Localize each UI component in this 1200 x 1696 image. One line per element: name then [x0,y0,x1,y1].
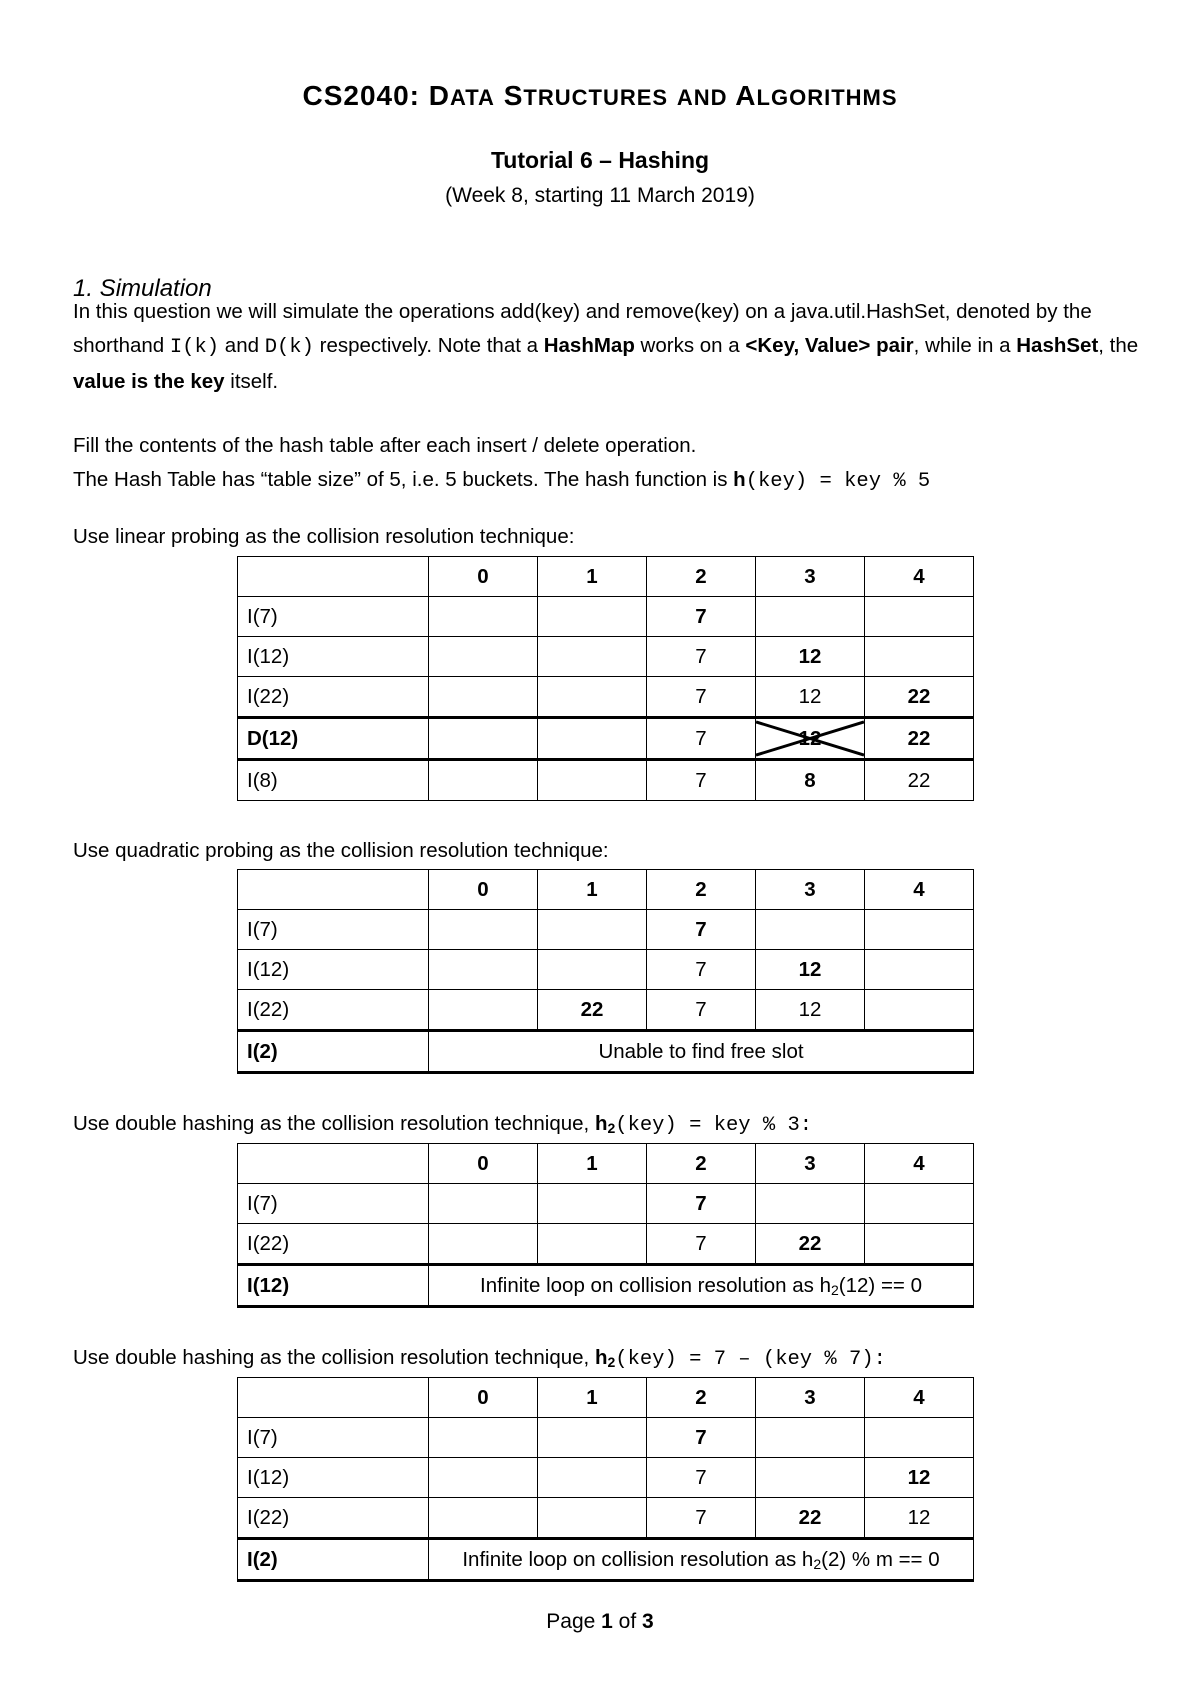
table-row: I(7) 7 [238,1184,974,1224]
result-message: Unable to find free slot [429,1031,974,1073]
double-hash-1-caption: Use double hashing as the collision resolution technique, h2(key) = key % 3: [73,1112,813,1137]
linear-caption: Use linear probing as the collision resolution technique: [73,525,575,548]
table-row: I(22) 22 7 12 [238,990,974,1031]
page-footer: Page 1 of 3 [546,1610,654,1633]
table-row: I(22) 7 22 12 [238,1498,974,1539]
intro-paragraph: In this question we will simulate the operations add(key) and remove(key) on a java.util.HashSet, denoted by the shorthand I(k) and D(k) respectively. Note that a HashMap works on a <Key, Value> pair, while in a HashSet, the value is the key itself. [73,300,1139,393]
table-row: I(12) Infinite loop on collision resolution as h2(12) == 0 [238,1265,974,1307]
quadratic-probing-table [237,869,974,1074]
table-row: I(2) Unable to find free slot [238,1031,974,1073]
result-message: Infinite loop on collision resolution as h2(12) == 0 [429,1265,974,1307]
course-code: CS2040: [302,80,429,111]
table-header-row: 0 1 2 3 4 [238,1378,974,1418]
table-row: I(12) 7 12 [238,1458,974,1498]
deleted-cell: 12 [756,718,865,760]
double-hashing-table-1 [237,1143,974,1308]
table-row: I(12) 7 12 [238,950,974,990]
result-message: Infinite loop on collision resolution as h2(2) % m == 0 [429,1539,974,1581]
tutorial-title: Tutorial 6 – Hashing [490,147,710,173]
table-row: I(22) 7 12 22 [238,677,974,718]
course-title: CS2040: DATA STRUCTURES AND ALGORITHMS [302,80,898,111]
table-row: I(7) 7 [238,597,974,637]
double-hashing-table-2 [237,1377,974,1582]
linear-probing-table [237,556,974,801]
table-row: I(7) 7 [238,1418,974,1458]
quadratic-caption: Use quadratic probing as the collision resolution technique: [73,839,609,862]
table-row: I(12) 7 12 [238,637,974,677]
table-row: I(8) 7 8 22 [238,760,974,801]
table-row: D(12) 7 12 22 [238,718,974,760]
table-row: I(2) Infinite loop on collision resolution as h2(2) % m == 0 [238,1539,974,1581]
table-row: I(22) 7 22 [238,1224,974,1265]
fill-instruction: Fill the contents of the hash table after each insert / delete operation. [73,434,697,457]
table-header-row: 0 1 2 3 4 [238,870,974,910]
section-heading: 1. Simulation [73,275,212,302]
table-size-line: The Hash Table has “table size” of 5, i.e. 5 buckets. The hash function is h(key) = key % 5 [73,468,931,493]
table-row: I(7) 7 [238,910,974,950]
table-header-row: 0 1 2 3 4 [238,1144,974,1184]
double-hash-2-caption: Use double hashing as the collision resolution technique, h2(key) = 7 – (key % 7): [73,1346,886,1371]
table-header-row: 0 1 2 3 4 [238,557,974,597]
tutorial-date: (Week 8, starting 11 March 2019) [445,184,755,207]
